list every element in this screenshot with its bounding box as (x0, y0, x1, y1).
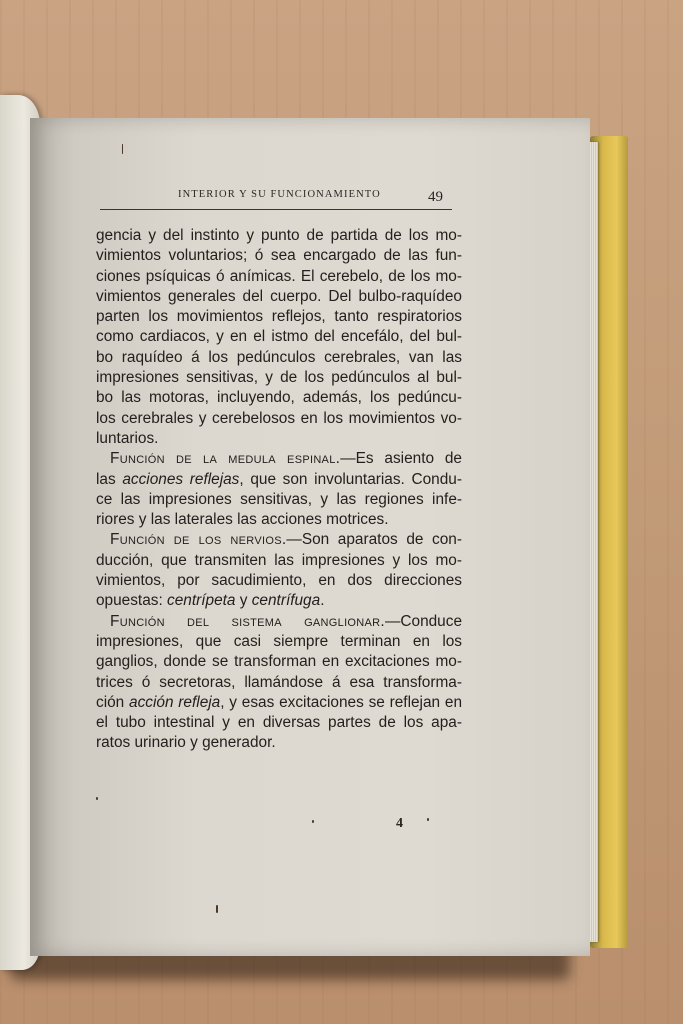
text-run: —Es asiento de (340, 450, 462, 468)
text-run: ción (96, 693, 130, 711)
text-run: —Son aparatos de con- (286, 531, 462, 549)
text-line: ganglios, donde se transforman en excitaciones mo- (96, 653, 462, 671)
page-number: 49 (428, 189, 443, 205)
italic-term: acciones reflejas (122, 470, 240, 488)
text-line (96, 591, 462, 611)
text-line: vimientos, por sacudimiento, en dos direcciones (96, 572, 462, 590)
italic-term: centrífuga (251, 592, 321, 610)
text-line: como cardiacos, y en el istmo del encefálo, del bul- (96, 328, 462, 346)
paragraph-heading-line (96, 530, 462, 550)
speck (216, 905, 218, 913)
text-line: parten los movimientos reflejos, tanto respiratorios (96, 308, 462, 326)
italic-term: acción refleja (129, 693, 221, 711)
text-line: ce las impresiones sensitivas, y las regiones infe- (96, 490, 462, 508)
running-head: INTERIOR Y SU FUNCIONAMIENTO (178, 189, 381, 200)
text-run: y (235, 592, 252, 610)
section-heading: Función de la medula espinal. (110, 450, 341, 468)
text-line: luntarios. (96, 429, 159, 447)
text-run: opuestas: (96, 592, 168, 610)
text-run: —Conduce (385, 612, 462, 630)
text-run: las (96, 470, 123, 488)
speck (122, 144, 123, 154)
text-line: bo raquídeo á los pedúnculos cerebrales, van las (96, 348, 462, 366)
text-line: los cerebrales y cerebelosos en los movimientos vo- (96, 409, 462, 427)
section-heading: Función del sistema ganglionar. (110, 612, 385, 630)
text-line: bo las motoras, incluyendo, además, los pedúncu- (96, 389, 462, 407)
speck (312, 820, 314, 823)
speck (96, 797, 98, 800)
text-run: , que son involuntarias. Condu- (239, 470, 462, 488)
paragraph-heading-line (96, 612, 462, 632)
text-run: , y esas excitaciones se reflejan en (220, 693, 462, 711)
text-line: trices ó secretoras, llamándose á esa transforma- (96, 673, 462, 691)
text-line: el tubo intestinal y en diversas partes de los apa- (96, 714, 462, 732)
text-line: impresiones sensitivas, y de los pedúnculos al bul- (96, 369, 462, 387)
text-line: vimientos voluntarios; ó sea encargado de las fun- (96, 247, 462, 265)
text-line: ratos urinario y generador. (96, 734, 276, 752)
signature-mark: 4 (396, 816, 403, 831)
section-heading: Función de los nervios. (110, 531, 287, 549)
body-text (96, 226, 462, 754)
text-run: . (320, 592, 325, 610)
text-line: gencia y del instinto y punto de partida de los mo- (96, 227, 462, 244)
text-line (96, 693, 462, 713)
header-rule (100, 209, 452, 210)
text-line: impresiones, que casi siempre terminan en los (96, 632, 462, 650)
text-line: riores y las laterales las acciones motrices. (96, 511, 389, 529)
text-line: ciones psíquicas ó anímicas. El cerebelo, de los mo- (96, 267, 462, 285)
speck (427, 818, 429, 821)
italic-term: centrípeta (167, 592, 236, 610)
text-line: vimientos generales del cuerpo. Del bulbo-raquídeo (96, 287, 462, 305)
text-line: ducción, que transmiten las impresiones y los mo- (96, 551, 462, 569)
text-line (96, 470, 462, 490)
paragraph-heading-line (96, 449, 462, 469)
